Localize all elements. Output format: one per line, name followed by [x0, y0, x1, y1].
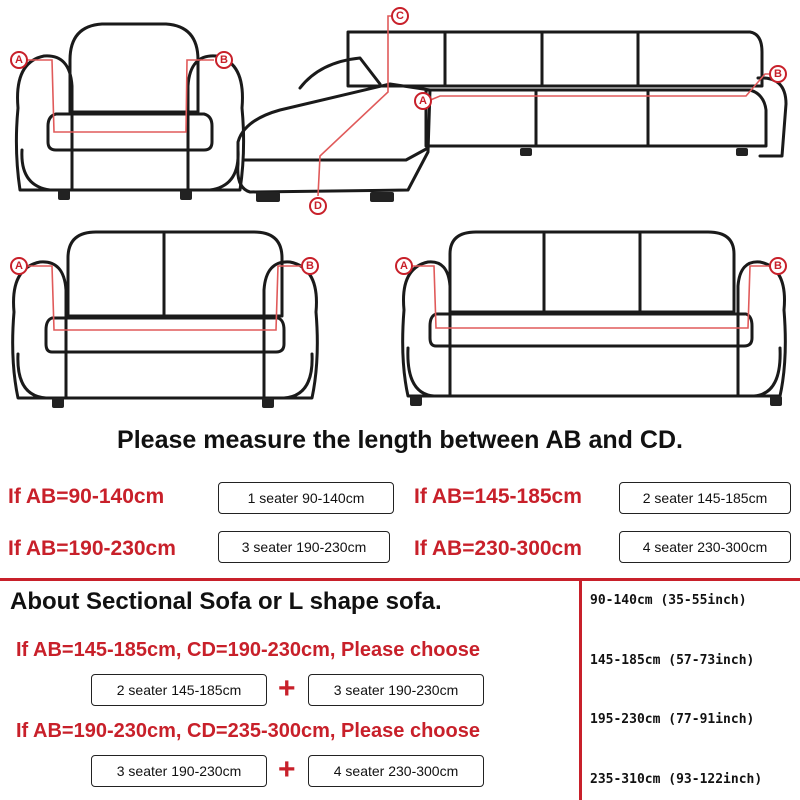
marker-a-label: A: [419, 95, 427, 107]
option-4-seater[interactable]: 4 seater 230-300cm: [619, 531, 791, 563]
sectional-rule-2-choice-1[interactable]: 3 seater 190-230cm: [91, 755, 267, 787]
sectional-sofa-diagram: [230, 0, 800, 220]
conversion-row-1: 90-140cm (35-55inch): [590, 593, 747, 608]
marker-d-label: D: [314, 200, 322, 212]
sectional-rule-1-choice-2[interactable]: 3 seater 190-230cm: [308, 674, 484, 706]
condition-2-seater: If AB=145-185cm: [414, 485, 582, 508]
sectional-rule-1-choice-1[interactable]: 2 seater 145-185cm: [91, 674, 267, 706]
plus-icon: +: [278, 672, 296, 705]
option-3-seater[interactable]: 3 seater 190-230cm: [218, 531, 390, 563]
marker-a-label: A: [15, 54, 23, 66]
sectional-heading: About Sectional Sofa or L shape sofa.: [10, 588, 442, 615]
marker-b-label: B: [306, 260, 314, 272]
two-seater-diagram: [0, 220, 330, 415]
section-divider-horizontal: [0, 578, 800, 581]
sectional-rule-2: If AB=190-230cm, CD=235-300cm, Please choose: [16, 720, 480, 742]
sectional-rule-2-choice-2[interactable]: 4 seater 230-300cm: [308, 755, 484, 787]
plus-icon: +: [278, 753, 296, 786]
conversion-row-2: 145-185cm (57-73inch): [590, 653, 755, 668]
section-divider-vertical: [579, 578, 582, 800]
three-seater-diagram: [390, 220, 800, 415]
armchair-diagram: [0, 0, 260, 215]
condition-1-seater: If AB=90-140cm: [8, 485, 165, 508]
marker-b-label: B: [774, 68, 782, 80]
condition-4-seater: If AB=230-300cm: [414, 537, 582, 560]
marker-a-label: A: [15, 260, 23, 272]
marker-b-label: B: [774, 260, 782, 272]
option-1-seater[interactable]: 1 seater 90-140cm: [218, 482, 394, 514]
conversion-row-4: 235-310cm (93-122inch): [590, 772, 763, 787]
marker-b-label: B: [220, 54, 228, 66]
option-2-seater[interactable]: 2 seater 145-185cm: [619, 482, 791, 514]
sectional-rule-1: If AB=145-185cm, CD=190-230cm, Please choose: [16, 639, 480, 661]
marker-a-label: A: [400, 260, 408, 272]
condition-3-seater: If AB=190-230cm: [8, 537, 176, 560]
conversion-row-3: 195-230cm (77-91inch): [590, 712, 755, 727]
marker-c-label: C: [396, 10, 404, 22]
measure-instruction-heading: Please measure the length between AB and CD.: [117, 426, 683, 454]
